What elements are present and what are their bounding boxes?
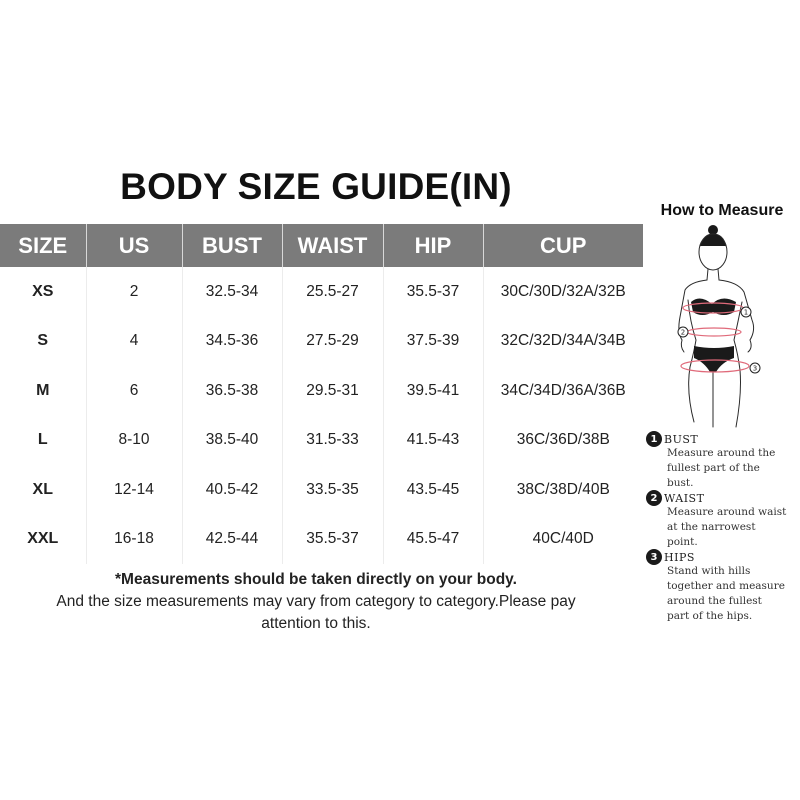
cell-bust: 32.5-34 (182, 267, 282, 317)
page-title: BODY SIZE GUIDE(IN) (120, 166, 512, 207)
cell-size: M (0, 366, 86, 416)
how-to-measure-title: How to Measure (660, 202, 784, 219)
table-row (0, 465, 643, 515)
cell-bust: 42.5-44 (182, 515, 282, 565)
hips-line-1: Stand with hills (667, 565, 751, 577)
table-header-row (0, 224, 643, 267)
cell-size: XL (0, 465, 86, 515)
cell-hip: 45.5-47 (383, 515, 483, 565)
waist-guide (646, 491, 800, 550)
cell-cup: 32C/32D/34A/34B (500, 332, 626, 350)
cell-cup: 34C/34D/36A/36B (500, 381, 626, 399)
bust-guide (646, 432, 800, 491)
cell-hip: 39.5-41 (383, 366, 483, 416)
cell-hip: 43.5-45 (383, 465, 483, 515)
svg-text:2: 2 (680, 328, 686, 337)
cell-waist: 29.5-31 (282, 366, 383, 416)
cell-us: 16-18 (86, 515, 182, 565)
header-cup: CUP (483, 224, 643, 267)
svg-text:1: 1 (743, 308, 749, 317)
waist-line-3: point. (667, 536, 698, 548)
bust-line-2: fullest part of the (667, 462, 760, 474)
waist-label: WAIST (664, 491, 705, 505)
variance-note-line-2: attention to this. (261, 615, 371, 632)
header-us: US (86, 224, 182, 267)
cell-us: 8-10 (86, 416, 182, 466)
waist-line-2: at the narrowest (667, 521, 756, 533)
bust-line-1: Measure around the (667, 447, 776, 459)
cell-us: 6 (86, 366, 182, 416)
cell-bust: 38.5-40 (182, 416, 282, 466)
cell-us: 4 (86, 317, 182, 367)
cell-hip: 37.5-39 (383, 317, 483, 367)
header-size: SIZE (0, 224, 86, 267)
variance-note-line-1: And the size measurements may vary from category to category.Please pay (56, 593, 576, 610)
cell-bust: 36.5-38 (182, 366, 282, 416)
hips-line-2: together and measure (667, 580, 785, 592)
number-1-icon: 1 (646, 431, 662, 447)
cell-cup: 36C/36D/38B (516, 431, 610, 449)
cell-waist: 35.5-37 (282, 515, 383, 565)
header-bust: BUST (182, 224, 282, 267)
cell-size: XS (0, 267, 86, 317)
header-hip: HIP (383, 224, 483, 267)
hips-label: HIPS (664, 550, 695, 564)
cell-us: 2 (86, 267, 182, 317)
cell-size: XXL (0, 515, 86, 565)
header-waist: WAIST (282, 224, 383, 267)
hips-line-3: around the fullest (667, 595, 762, 607)
number-2-icon: 2 (646, 490, 662, 506)
cell-cup: 40C/40D (532, 530, 594, 548)
waist-line-1: Measure around waist (667, 506, 787, 518)
cell-cup: 30C/30D/32A/32B (500, 282, 626, 300)
cell-waist: 27.5-29 (282, 317, 383, 367)
cell-bust: 34.5-36 (182, 317, 282, 367)
hips-description (667, 564, 800, 624)
cell-size: S (0, 317, 86, 367)
cell-bust: 40.5-42 (182, 465, 282, 515)
svg-text:3: 3 (752, 364, 758, 373)
table-row (0, 515, 643, 565)
table-row (0, 317, 643, 367)
waist-description (667, 505, 800, 550)
bust-description (667, 446, 800, 491)
size-chart-table (0, 224, 643, 564)
hips-guide (646, 550, 800, 624)
cell-hip: 41.5-43 (383, 416, 483, 466)
measurement-note: *Measurements should be taken directly on your body. (115, 571, 517, 588)
hips-line-4: part of the hips. (667, 610, 753, 622)
table-row (0, 267, 643, 317)
number-3-icon: 3 (646, 549, 662, 565)
cell-waist: 31.5-33 (282, 416, 383, 466)
cell-hip: 35.5-37 (383, 267, 483, 317)
table-row (0, 416, 643, 466)
cell-cup: 38C/38D/40B (516, 480, 610, 498)
cell-size: L (0, 416, 86, 466)
cell-waist: 25.5-27 (282, 267, 383, 317)
table-row (0, 366, 643, 416)
cell-waist: 33.5-35 (282, 465, 383, 515)
cell-us: 12-14 (86, 465, 182, 515)
bust-line-3: bust. (667, 477, 694, 489)
female-body-figure-icon (660, 222, 790, 437)
bust-label: BUST (664, 432, 699, 446)
